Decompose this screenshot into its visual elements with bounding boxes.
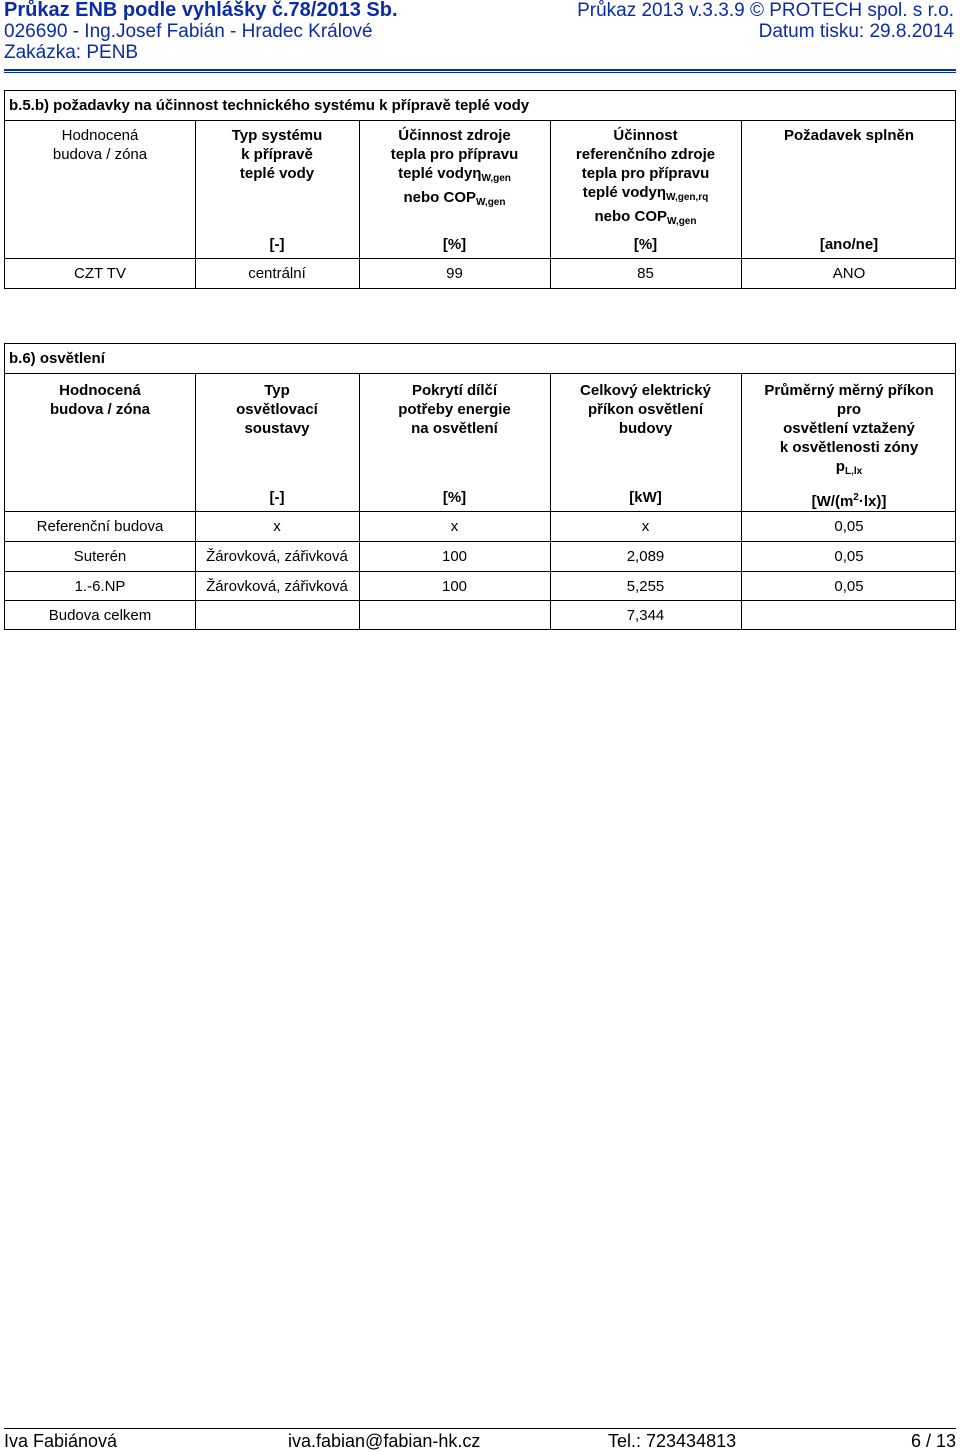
author-line: 026690 - Ing.Josef Fabián - Hradec Králové [4,21,373,42]
unit-cell: [%] [633,236,658,253]
header-lighting-type: Typ osvětlovací soustavy [236,382,318,437]
row-divider [5,571,955,572]
header-coverage: Pokrytí dílčí potřeby energie na osvětlení [398,382,511,437]
power-cell: 5,255 [626,578,665,595]
print-date: Datum tisku: 29.8.2014 [758,21,954,42]
efficiency-cell: 99 [446,265,463,282]
footer-divider [4,1428,956,1429]
spec-cell: 0,05 [834,518,864,535]
header-reference-efficiency: Účinnost referenčního zdroje tepla pro přípravu teplé vodyη$_{W,gen,rq}$ nebo $COP_{W,gen}$ [575,127,716,227]
row-divider [5,373,955,374]
total-label: Budova celkem [48,607,152,624]
coverage-cell: 100 [441,548,468,565]
unit-cell: [kW] [629,489,662,506]
row-divider [5,511,955,512]
reference-cell: 85 [637,265,654,282]
zone-cell: Referenční budova [36,518,164,535]
unit-cell: [ano/ne] [819,236,879,253]
header-total-power: Celkový elektrický příkon osvětlení budovy [580,382,711,437]
header-system-type: Typ systému k přípravě teplé vody [231,127,323,182]
page-number: 6 / 13 [910,1431,956,1451]
type-cell: Žárovková, zářivková [206,578,348,595]
page-header-left [4,0,398,63]
hot-water-requirements-table [4,90,956,289]
zone-cell: 1.-6.NP [74,578,126,595]
unit-cell: [-] [269,489,285,506]
col-divider [741,120,742,288]
power-cell: x [641,518,650,535]
zone-cell: CZT TV [74,265,126,282]
footer-name: Iva Fabiánová [4,1431,118,1451]
header-zone: Hodnocená budova / zóna [49,382,150,418]
requirement-cell: ANO [832,265,866,282]
program-line: Průkaz 2013 v.3.3.9 © PROTECH spol. s r.o. [577,0,954,21]
header-specific-power: Průměrný měrný příkon pro osvětlení vztažený k osvětlenosti zóny $p_{L,lx}$ [764,382,934,477]
zone-cell: Suterén [73,548,127,565]
coverage-cell: 100 [441,578,468,595]
coverage-cell: x [450,518,459,535]
row-divider [5,258,955,259]
spec-cell: 0,05 [834,578,864,595]
footer-email: iva.fabian@fabian-hk.cz [288,1431,481,1451]
page-header-right [577,0,954,42]
type-cell: x [273,518,281,535]
header-divider-thin [4,72,956,73]
power-cell: 2,089 [626,548,665,565]
header-source-efficiency: Účinnost zdroje tepla pro přípravu teplé vodyη$_{W,gen}$ nebo $COP_{W,gen}$ [390,127,519,208]
section-title: b.6) osvětlení [9,350,105,367]
zakazka-line: Zakázka: PENB [4,42,139,63]
row-divider [5,541,955,542]
unit-cell: [-] [269,236,285,253]
row-divider [5,120,955,121]
section-title: b.5.b) požadavky na účinnost technického systému k přípravě teplé vody [9,97,530,114]
unit-cell: [%] [442,489,467,506]
type-cell: centrální [248,265,306,282]
header-divider [4,69,956,71]
type-cell: Žárovková, zářivková [206,548,348,565]
unit-cell: [%] [442,236,467,253]
lighting-table [4,343,956,630]
document-title: Průkaz ENB podle vyhlášky č.78/2013 Sb. [4,0,398,21]
footer-phone: Tel.: 723434813 [608,1431,737,1451]
row-divider [5,600,955,601]
unit-cell: $[W/(m^2\cdot lx)]$ [811,492,887,510]
header-zone: Hodnocená budova / zóna [52,127,148,163]
total-power: 7,344 [626,607,665,624]
spec-cell: 0,05 [834,548,864,565]
header-requirement-met: Požadavek splněn [783,127,915,144]
